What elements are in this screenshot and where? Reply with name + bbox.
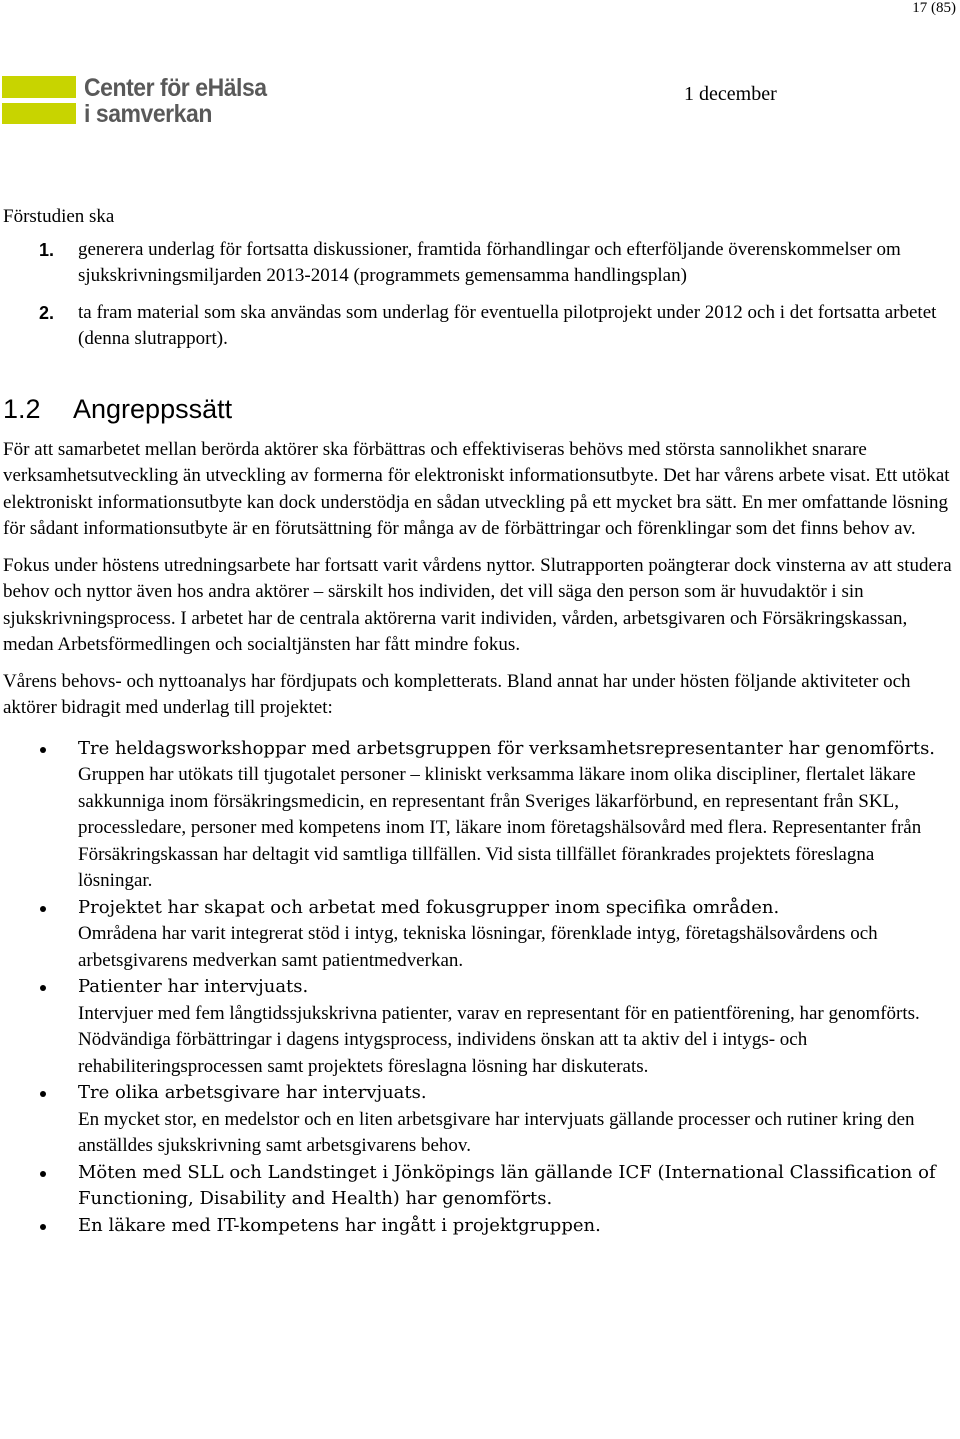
bullet-dot-icon [40,1171,46,1177]
document-date: 1 december [684,83,777,105]
page-number: 17 (85) [912,0,956,16]
bullet-dot-icon [40,985,46,991]
item-number: 2. [39,302,55,323]
numbered-item [3,237,953,290]
bullet-lead: Tre heldagsworkshoppar med arbetsgruppen för verksamhetsrepresentanter har genomförts. [78,737,936,759]
section-title: Angreppssätt [73,393,233,424]
bullet-lead: Projektet har skapat och arbetat med fokusgrupper inom specifika områden. [78,896,780,918]
bullet-item [3,974,953,1080]
paragraph: Vårens behovs- och nyttoanalys har fördjupats och kompletterats. Bland annat har under hösten följande aktiviteter och aktörer bidragit med underlag till projektet: [3,670,911,718]
logo-text-line2: i samverkan [84,100,212,128]
item-text: generera underlag för fortsatta diskussioner, framtida förhandlingar och efterföljande överenskommelser om sjukskrivningsmiljarden 2013-2014 (programmets gemensamma handlingsplan) [78,238,901,286]
paragraph: För att samarbetet mellan berörda aktörer ska förbättras och effektiviseras behövs med största sannolikhet snarare verksamhetsutveckling än utveckling av formerna för elektroniskt informationsutbyte. Det har vårens arbete visat. Ett utökat elektroniskt informationsutbyte kan dock understödja en sådan utveckling på ett mycket bra sätt. En mer omfattande lösning för sådant informationsutbyte är en förutsättning för många av de förbättringar och förenklingar som det finns behov av. [3,438,950,539]
item-text: ta fram material som ska användas som underlag för eventuella pilotprojekt under 2012 och i det fortsatta arbetet (denna slutrapport). [78,301,937,349]
bullet-item [3,736,953,895]
bullet-detail: Intervjuer med fem långtidssjukskrivna patienter, varav en representant för en patientförening, har genomförts. Nödvändiga förbättringar i dagens intygsprocess, individens önskan att ta aktiv del i intygs- och rehabiliteringsprocessen samt projektets föreslagna lösning har diskuterats. [78,1002,920,1077]
bullet-item [3,1160,953,1213]
numbered-list [3,237,953,353]
numbered-item [3,300,953,353]
section-number: 1.2 [3,393,41,424]
bullet-lead: En läkare med IT-kompetens har ingått i projektgruppen. [78,1214,601,1236]
logo-bar-top [2,76,76,98]
bullet-detail: Områdena har varit integrerat stöd i intyg, tekniska lösningar, förenklade intyg, företagshälsovårdens och arbetsgivarens medverkan samt patientmedverkan. [78,923,878,971]
bullet-dot-icon [40,1224,46,1230]
bullet-detail: Gruppen har utökats till tjugotalet personer – kliniskt verksamma läkare inom olika discipliner, flertalet läkare sakkunniga inom försäkringsmedicin, en representant från Sveriges läkarförbund, en representant från SKL, processledare, personer med kompetens inom IT, läkare inom företagshälsovård med flera. Representanter från Försäkringskassan har deltagit vid samtliga tillfällen. Vid sista tillfället förankrades projektets föreslagna lösningar. [78,764,922,891]
bullet-list [3,736,953,1240]
logo-text-line1: Center för eHälsa [84,74,267,102]
document-body [3,204,953,1239]
bullet-item [3,895,953,975]
bullet-dot-icon [40,1091,46,1097]
bullet-lead: Patienter har intervjuats. [78,976,309,997]
bullet-dot-icon [40,747,46,753]
logo [2,74,267,128]
bullet-lead: Tre olika arbetsgivare har intervjuats. [78,1082,427,1103]
bullet-item [3,1213,953,1240]
bullet-item [3,1080,953,1160]
bullet-dot-icon [40,906,46,912]
intro-text: Förstudien ska [3,206,115,227]
item-number: 1. [39,239,55,260]
section-heading [3,393,953,425]
paragraph: Fokus under höstens utredningsarbete har fortsatt varit vårdens nyttor. Slutrapporten poängterar dock vinsterna av att studera behov och nyttor även hos andra aktörer – särskilt hos individen, det vill säga den person som är huvudaktör i sin sjukskrivningsprocess. I arbetet har de centrala aktörerna varit individen, vården, arbetsgivaren och Försäkringskassan, medan Arbetsförmedlingen och socialtjänsten har fått mindre fokus. [3,554,952,655]
bullet-lead: Möten med SLL och Landstinget i Jönköpings län gällande ICF (International Classification of Functioning, Disability and Health) har genomförts. [78,1161,936,1209]
logo-bar-bottom [2,103,76,124]
bullet-detail: En mycket stor, en medelstor och en liten arbetsgivare har intervjuats gällande processer och rutiner kring den anställdes sjukskrivning samt arbetsgivarens behov. [78,1108,915,1156]
